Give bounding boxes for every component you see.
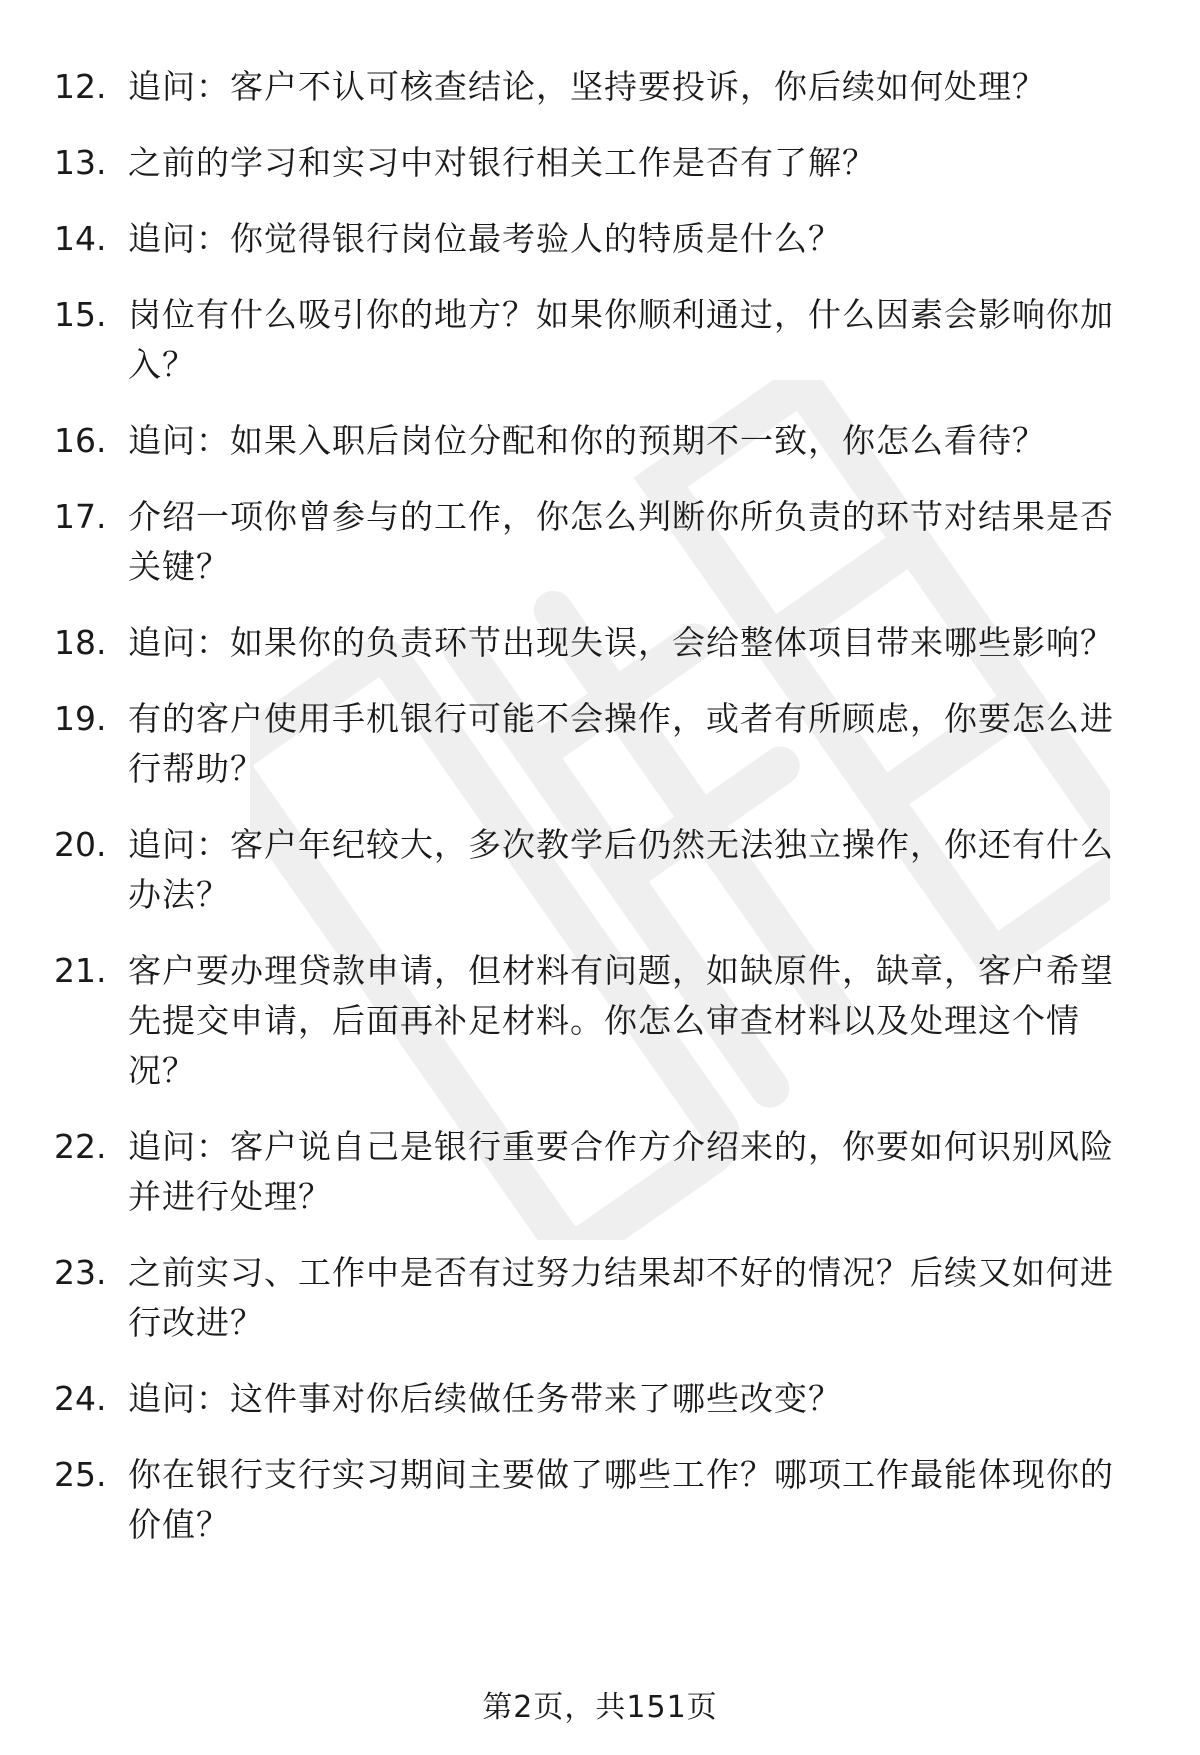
- question-text: 客户要办理贷款申请，但材料有问题，如缺原件，缺章，客户希望先提交申请，后面再补足材料。你怎么审查材料以及处理这个情况？: [128, 951, 1114, 1090]
- question-number: 14.: [54, 219, 107, 258]
- question-number: 12.: [54, 67, 107, 106]
- question-number: 21.: [54, 951, 107, 990]
- list-item: [54, 1450, 1144, 1550]
- question-text: 岗位有什么吸引你的地方？如果你顺利通过，什么因素会影响你加入？: [128, 295, 1114, 384]
- question-number: 16.: [54, 421, 107, 460]
- question-text: 追问：客户不认可核查结论，坚持要投诉，你后续如何处理？: [128, 67, 1046, 106]
- list-item: [54, 946, 1144, 1096]
- question-list: [54, 62, 1144, 1550]
- question-number: 25.: [54, 1455, 107, 1494]
- list-item: [54, 1248, 1144, 1348]
- list-item: [54, 1374, 1144, 1424]
- question-text: 追问：客户年纪较大，多次教学后仍然无法独立操作，你还有什么办法？: [128, 825, 1114, 914]
- question-text: 追问：如果你的负责环节出现失误，会给整体项目带来哪些影响？: [128, 623, 1114, 662]
- question-text: 之前的学习和实习中对银行相关工作是否有了解？: [128, 143, 876, 182]
- question-text: 有的客户使用手机银行可能不会操作，或者有所顾虑，你要怎么进行帮助？: [128, 699, 1114, 788]
- list-item: [54, 492, 1144, 592]
- list-item: [54, 820, 1144, 920]
- question-number: 22.: [54, 1127, 107, 1166]
- list-item: [54, 214, 1144, 264]
- question-text: 你在银行支行实习期间主要做了哪些工作？哪项工作最能体现你的价值？: [128, 1455, 1114, 1544]
- list-item: [54, 290, 1144, 390]
- question-text: 追问：你觉得银行岗位最考验人的特质是什么？: [128, 219, 842, 258]
- question-number: 15.: [54, 295, 107, 334]
- list-item: [54, 62, 1144, 112]
- question-text: 追问：客户说自己是银行重要合作方介绍来的，你要如何识别风险并进行处理？: [128, 1127, 1114, 1216]
- question-number: 20.: [54, 825, 107, 864]
- list-item: [54, 138, 1144, 188]
- list-item: [54, 1122, 1144, 1222]
- question-number: 18.: [54, 623, 107, 662]
- list-item: [54, 416, 1144, 466]
- question-text: 之前实习、工作中是否有过努力结果却不好的情况？后续又如何进行改进？: [128, 1253, 1114, 1342]
- list-item: [54, 694, 1144, 794]
- question-text: 追问：这件事对你后续做任务带来了哪些改变？: [128, 1379, 842, 1418]
- question-number: 13.: [54, 143, 107, 182]
- list-item: [54, 618, 1144, 668]
- question-text: 介绍一项你曾参与的工作，你怎么判断你所负责的环节对结果是否关键？: [128, 497, 1114, 586]
- question-number: 19.: [54, 699, 107, 738]
- question-number: 17.: [54, 497, 107, 536]
- question-number: 24.: [54, 1379, 107, 1418]
- question-number: 23.: [54, 1253, 107, 1292]
- page-footer: 第2页，共151页: [482, 1690, 718, 1725]
- question-text: 追问：如果入职后岗位分配和你的预期不一致，你怎么看待？: [128, 421, 1046, 460]
